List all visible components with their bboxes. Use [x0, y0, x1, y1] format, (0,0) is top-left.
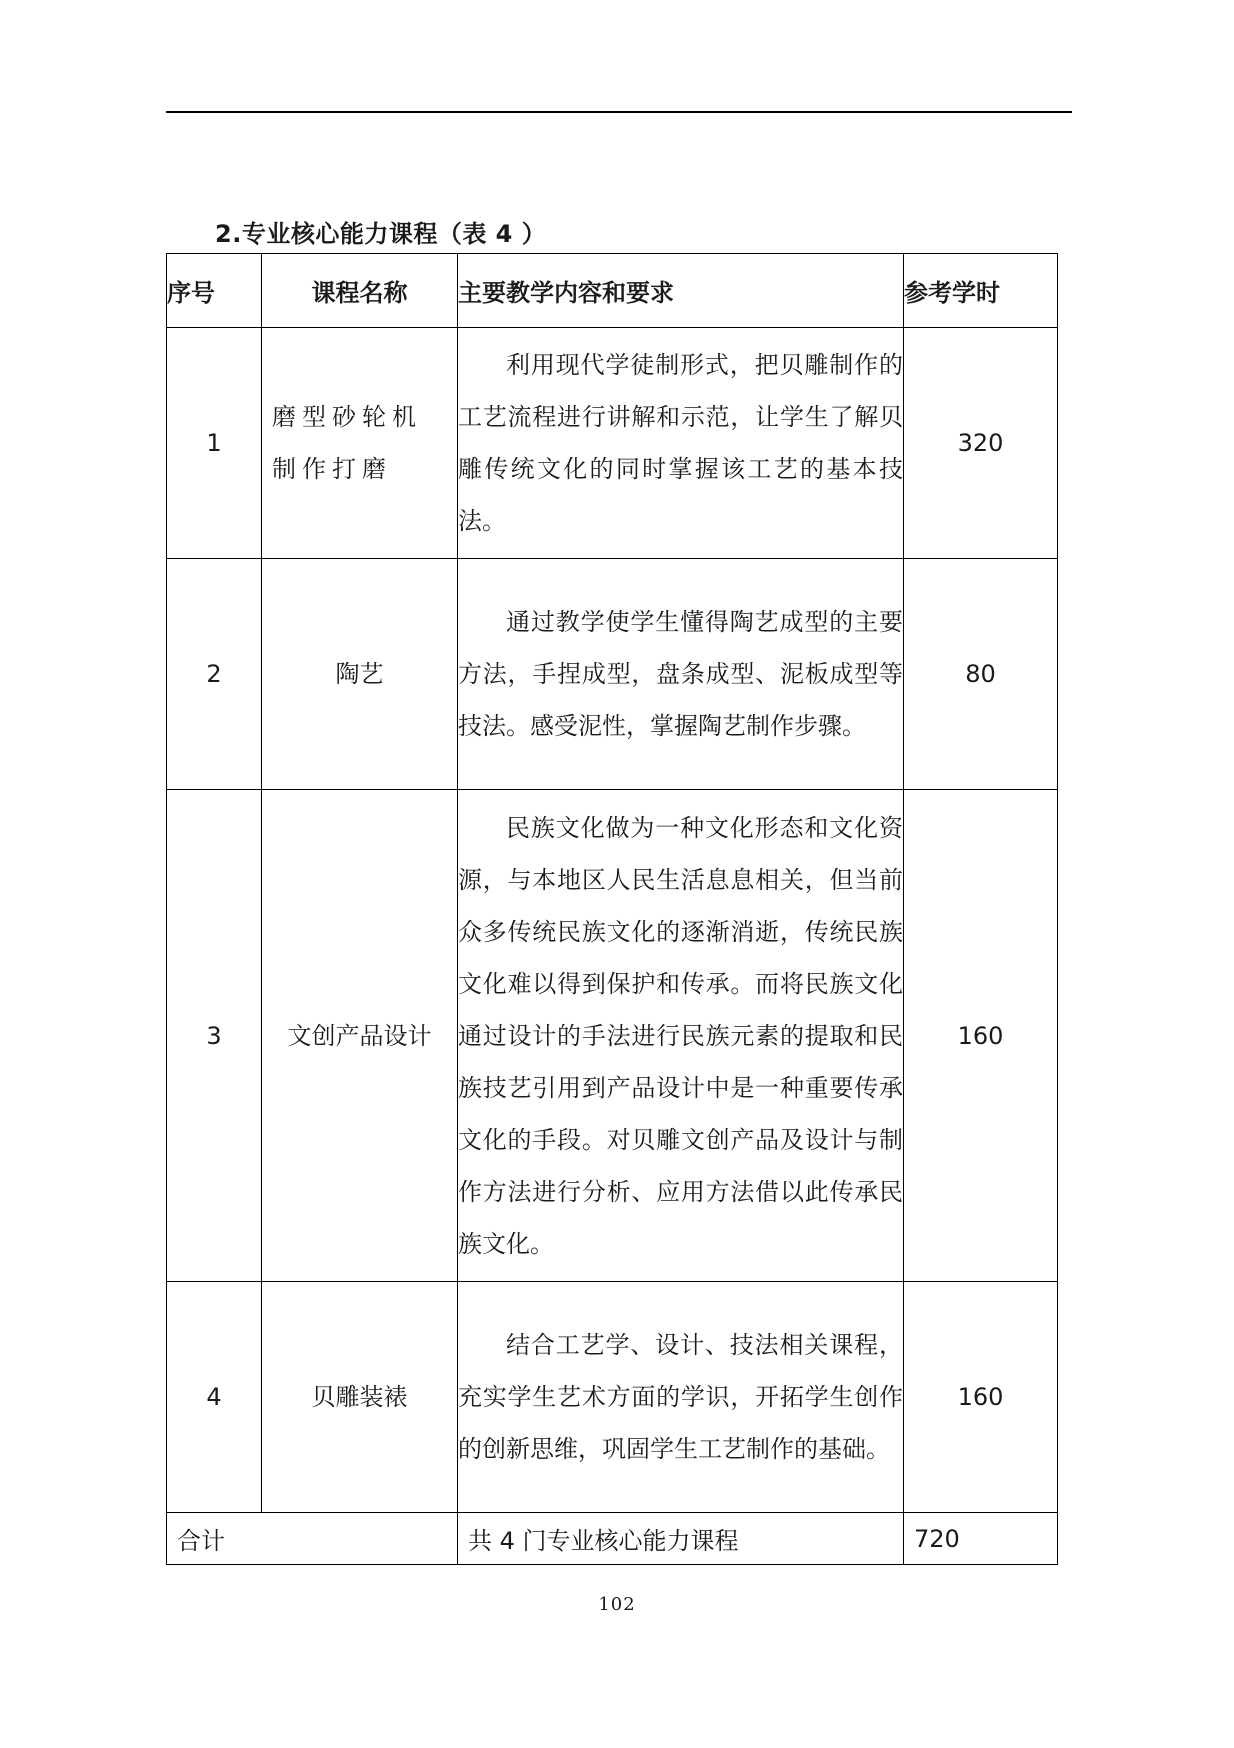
row-content: [458, 328, 904, 559]
table-row: [167, 1282, 1058, 1513]
row-hours: 160: [904, 1282, 1058, 1513]
row-hours: 320: [904, 328, 1058, 559]
row-course-name: 贝雕装裱: [262, 1282, 458, 1513]
row-no: 2: [167, 559, 262, 790]
table-row: [167, 328, 1058, 559]
table-total-row: [167, 1513, 1058, 1565]
row-content-text: 民族文化做为一种文化形态和文化资源，与本地区人民生活息息相关，但当前众多传统民族文化的逐渐消逝，传统民族文化难以得到保护和传承。而将民族文化通过设计的手法进行民族元素的提取和民族技艺引用到产品设计中是一种重要传承文化的手段。对贝雕文创产品及设计与制作方法进行分析、应用方法借以此传承民族文化。: [458, 813, 903, 1258]
row-content-text: 通过教学使学生懂得陶艺成型的主要方法，手捏成型，盘条成型、泥板成型等技法。感受泥性，掌握陶艺制作步骤。: [458, 608, 903, 740]
page-number: 102: [598, 1594, 636, 1615]
row-course-name: 文创产品设计: [262, 790, 458, 1282]
row-content-text: 利用现代学徒制形式，把贝雕制作的工艺流程进行讲解和示范，让学生了解贝雕传统文化的同时掌握该工艺的基本技法。: [458, 351, 903, 535]
header-rule: [166, 111, 1072, 113]
header-no: 序号: [167, 254, 262, 328]
course-table: [166, 253, 1058, 1565]
row-content-text: 结合工艺学、设计、技法相关课程，充实学生艺术方面的学识，开拓学生创作的创新思维，巩固学生工艺制作的基础。: [458, 1331, 903, 1463]
total-hours: 720: [904, 1513, 1058, 1565]
row-content: [458, 559, 904, 790]
total-description: 共 4 门专业核心能力课程: [458, 1513, 904, 1565]
header-content: 主要教学内容和要求: [458, 254, 904, 328]
header-course-name: 课程名称: [262, 254, 458, 328]
row-content: [458, 790, 904, 1282]
header-hours: 参考学时: [904, 254, 1058, 328]
row-no: 4: [167, 1282, 262, 1513]
row-no: 1: [167, 328, 262, 559]
row-no: 3: [167, 790, 262, 1282]
row-course-name: 陶艺: [262, 559, 458, 790]
row-course-name: 磨型砂轮机制作打磨: [262, 328, 458, 559]
row-hours: 160: [904, 790, 1058, 1282]
table-row: [167, 559, 1058, 790]
total-label: 合计: [167, 1513, 458, 1565]
table-header-row: [167, 254, 1058, 328]
row-hours: 80: [904, 559, 1058, 790]
section-heading: 2.专业核心能力课程（表 4 ）: [215, 220, 547, 248]
row-content: [458, 1282, 904, 1513]
table-row: [167, 790, 1058, 1282]
